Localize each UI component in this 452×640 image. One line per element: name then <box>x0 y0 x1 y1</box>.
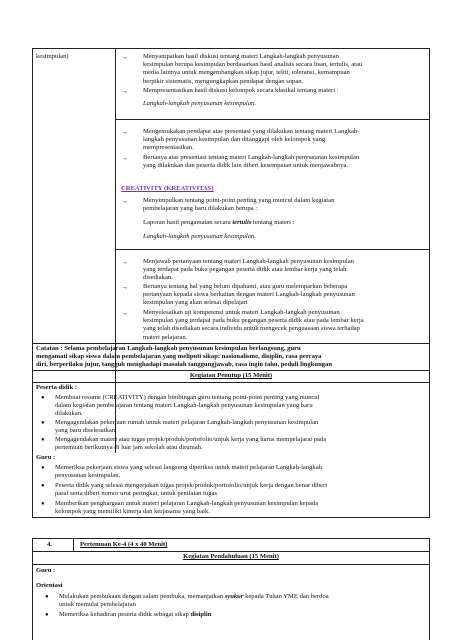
divider <box>33 382 429 383</box>
guru-label: Guru : <box>36 567 56 574</box>
step-text: Bertanya tentang hal yang belum dipahami, atau guru melemparkan beberapa pertanyaan kepada siswa berkaitan dengan materi Langkah-langkah penyusunan kesimpulan yang akan selesai dipelajari <box>143 283 355 307</box>
step-text: Mempresentasikan hasil diskusi kelompok secara klasikal tentang materi : <box>143 87 339 94</box>
bullet-icon: ● <box>41 501 45 507</box>
list-item: Peserta didik yang selesai mengerjakan tugas projek/produk/portofolio/unjuk kerja dengan benar diberi paraf serta diberi nomor urut peringkat, untuk penilaian tugas <box>55 482 328 498</box>
arrow-icon: → <box>121 197 128 205</box>
arrow-icon: → <box>121 128 128 136</box>
topic-text: Langkah-langkah penyusunan kesimpulan. <box>143 233 256 240</box>
step-text: Menyimpulkan tentang point-point penting yang muncul dalam kegiatan pembelajaran yang baru dilakukan berupa : <box>143 197 335 213</box>
column-divider <box>73 539 74 551</box>
list-item: Mengagendakan materi atau tugas projek/produk/portofolio/unjuk kerja yang harus mempelajarai pada pertemuan berikutnya di luar jam sekolah atau dirumah. <box>55 436 327 452</box>
bullet-icon: ● <box>41 465 45 471</box>
topic-text: Langkah-langkah penyusunan kesimpulan. <box>143 100 256 107</box>
list-item: Melakukan pembukaan dengan salam pembuka, memanjatkan syukur kepada Tuhan YME dan berdoa untuk memulai pembelajaran <box>59 593 329 609</box>
bullet-icon: ● <box>45 612 49 618</box>
activity-table <box>32 48 430 518</box>
guru-label: Guru : <box>36 454 56 461</box>
bullet-icon: ● <box>41 437 45 443</box>
bullet-icon: ● <box>41 395 45 401</box>
list-item: Memeriksa kehadiran peserta didik sebagai sikap disiplin <box>59 611 212 618</box>
divider <box>115 119 429 120</box>
divider <box>115 249 429 250</box>
arrow-icon: → <box>121 309 128 317</box>
column-divider <box>115 49 116 453</box>
creativity-heading: CREATIVITY (KREATIVITAS) <box>121 185 214 192</box>
catatan-note: Catatan : Selama pembelajaran Langkah-langkah penyusunan kesimpulan berlangsung, guru mengamati sikap siswa dalam pembelajaran yang meliputi sikap: nasionalisme, disiplin, rasa percaya diri, berperilaku jujur, tangguh menghadapi masalah tanggungjawab, rasa ingin tahu, peduli lingkungan <box>36 345 333 369</box>
divider <box>33 564 429 565</box>
peserta-label: Peserta didik : <box>36 384 78 391</box>
step-text: Menjawab pertanyaan tentang materi Langkah-langkah penyusunan kesimpulan yang terdapat pada buku pegangan peserta didik atau lembar kerja yang telah disediakan. <box>143 258 354 282</box>
divider <box>33 551 429 552</box>
list-item: Memberikan penghargaan untuk materi pelajaran Langkah-langkah penyusunan kesimpulan kepada kelompok yang memiliki kinerja dan kerjasama yang baik. <box>55 500 319 516</box>
penutup-heading: Kegiatan Penutup (15 Menit) <box>189 372 273 379</box>
list-item: Mengagendakan pekerjaan rumah untuk materi pelajaran Langkah-langkah penyusunan kesimpulan yang baru diselesaikan. <box>55 419 319 435</box>
report-text: Laporan hasil pengamatan secara tertulis tentang materi : <box>143 219 295 226</box>
meeting-number: 4. <box>47 541 52 548</box>
left-column-label: kesimpulan) <box>36 53 69 60</box>
meeting-title: Pertemuan Ke-4 (4 x 40 Menit) <box>80 541 168 548</box>
arrow-icon: → <box>121 87 128 95</box>
meeting-table <box>32 538 430 640</box>
arrow-icon: → <box>121 154 128 162</box>
list-item: Memeriksa pekerjaan siswa yang selesai langsung diperiksa untuk materi pelajaran Langkah-langkah penyusunan kesimpulan. <box>55 464 322 480</box>
step-text: Mengemukakan pendapat atas presentasi yang dilakukan tentang materi Langkah- langkah penyusunan kesimpulan dan ditanggapi oleh kelompok yang mempresentasikan. <box>143 128 360 152</box>
step-text: Menyampaikan hasil diskusi tentang materi Langkah-langkah penyusunan kesimpulan berupa kesimpulan berdasarkan hasil analisis secara lisan, tertulis, atau media lainnya untuk mengembangkan sikap jujur, teliti, toleransi, kemampuan berpikir sistematis, mengungkapkan pendapat dengan sopan. <box>143 53 363 85</box>
list-item: Membuat resume (CREATIVITY) dengan bimbingan guru tentang point-point penting yang muncul dalam kegiatan pembelajaran tentang materi Langkah-langkah penyusunan kesimpulan yang baru dilakukan. <box>55 394 320 418</box>
arrow-icon: → <box>121 283 128 291</box>
arrow-icon: → <box>121 258 128 266</box>
arrow-icon: → <box>121 53 128 61</box>
step-text: Menyelesaikan uji kompetensi untuk materi Langkah-langkah penyusunan kesimpulan yang terdapat pada buku pegangan peserta didik atau pada lembar kerja yang telah disediakan secara individu untuk mengecek penguasaan siswa terhadap materi pelajaran. <box>143 309 364 341</box>
divider <box>33 370 429 371</box>
pendahuluan-heading: Kegiatan Pendahuluan (15 Menit) <box>183 553 279 560</box>
bullet-icon: ● <box>45 594 49 600</box>
divider <box>33 343 429 344</box>
bullet-icon: ● <box>41 483 45 489</box>
step-text: Bertanya atas presentasi tentang materi Langkah-langkah penyusunan kesimpulan yang dilakukan dan peserta didik lain diberi kesempatan untuk menjawabnya. <box>143 154 360 170</box>
orientasi-label: Orientasi <box>36 582 63 589</box>
bullet-icon: ● <box>41 420 45 426</box>
